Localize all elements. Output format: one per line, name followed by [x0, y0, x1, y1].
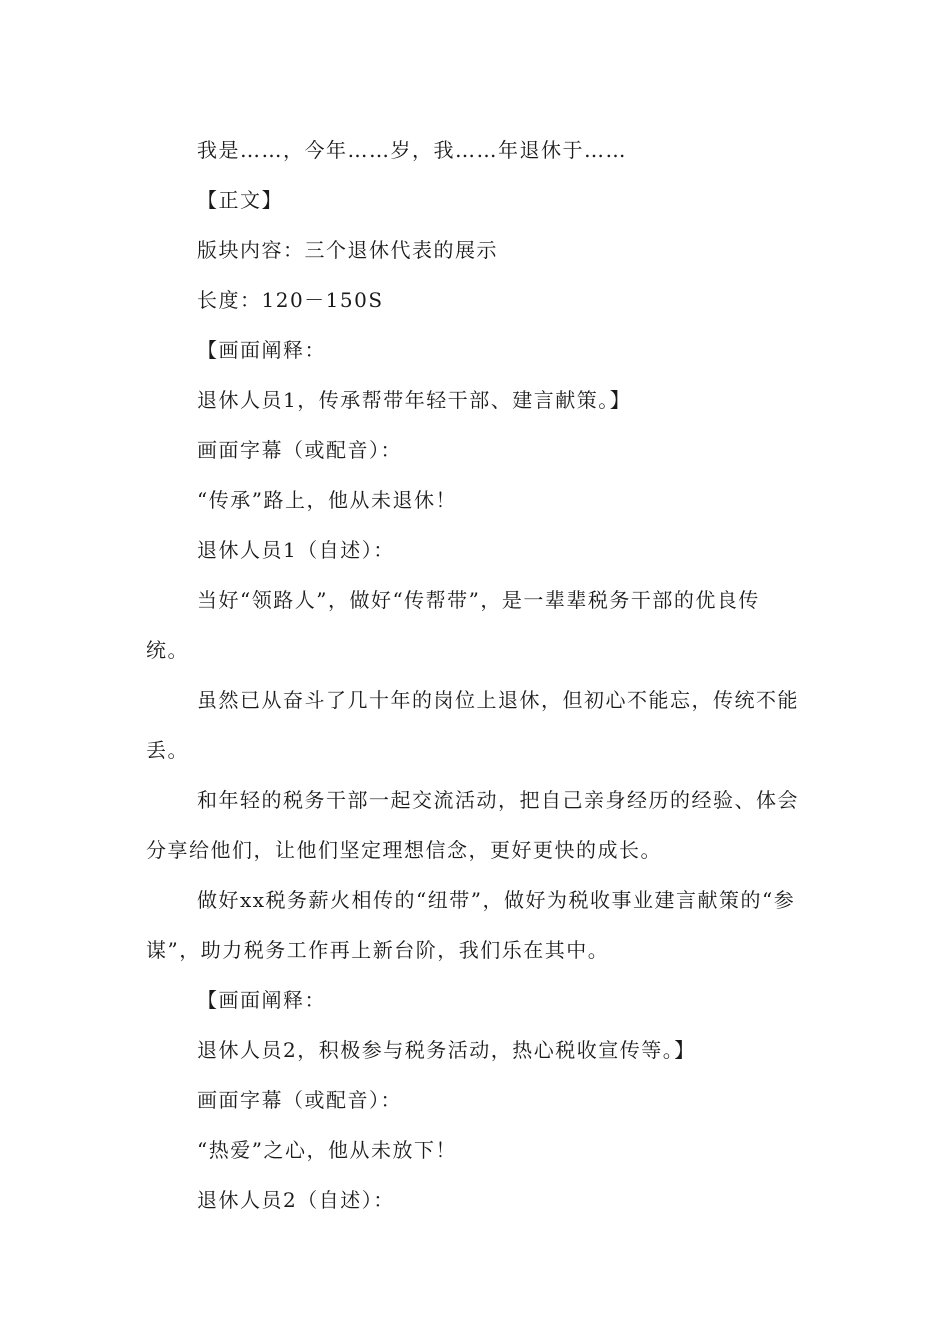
narration-paragraph-1: 当好“领路人”，做好“传帮带”，是一辈辈税务干部的优良传统。 — [146, 588, 760, 662]
intro-line: 我是……，今年……岁，我……年退休于…… — [197, 138, 627, 162]
caption-label-1: 画面字幕（或配音）： — [197, 438, 402, 462]
scene-note-open-2: 【画面阐释： — [197, 988, 326, 1012]
scene-note-retiree-2: 退休人员2，积极参与税务活动，热心税收宣传等。】 — [197, 1038, 696, 1062]
caption-label-2: 画面字幕（或配音）： — [197, 1088, 402, 1112]
narration-paragraph-2: 虽然已从奋斗了几十年的岗位上退休，但初心不能忘，传统不能丢。 — [146, 688, 799, 762]
document-body — [146, 125, 801, 1225]
narration-paragraph-3: 和年轻的税务干部一起交流活动，把自己亲身经历的经验、体会分享给他们，让他们坚定理想信念，更好更快的成长。 — [146, 788, 799, 862]
section-content-line: 版块内容：三个退休代表的展示 — [197, 238, 498, 262]
section-heading-main-text: 【正文】 — [197, 188, 283, 212]
narration-paragraph-4: 做好xx税务薪火相传的“纽带”，做好为税收事业建言献策的“参谋”，助力税务工作再上新台阶，我们乐在其中。 — [146, 888, 796, 962]
duration-line: 长度：120－150S — [197, 288, 384, 312]
narration-label-2: 退休人员2（自述）： — [197, 1188, 395, 1212]
narration-label-1: 退休人员1（自述）： — [197, 538, 395, 562]
scene-note-open-1: 【画面阐释： — [197, 338, 326, 362]
caption-text-1: “传承”路上，他从未退休！ — [197, 488, 457, 512]
scene-note-retiree-1: 退休人员1，传承帮带年轻干部、建言献策。】 — [197, 388, 632, 412]
caption-text-2: “热爱”之心，他从未放下！ — [197, 1138, 457, 1162]
